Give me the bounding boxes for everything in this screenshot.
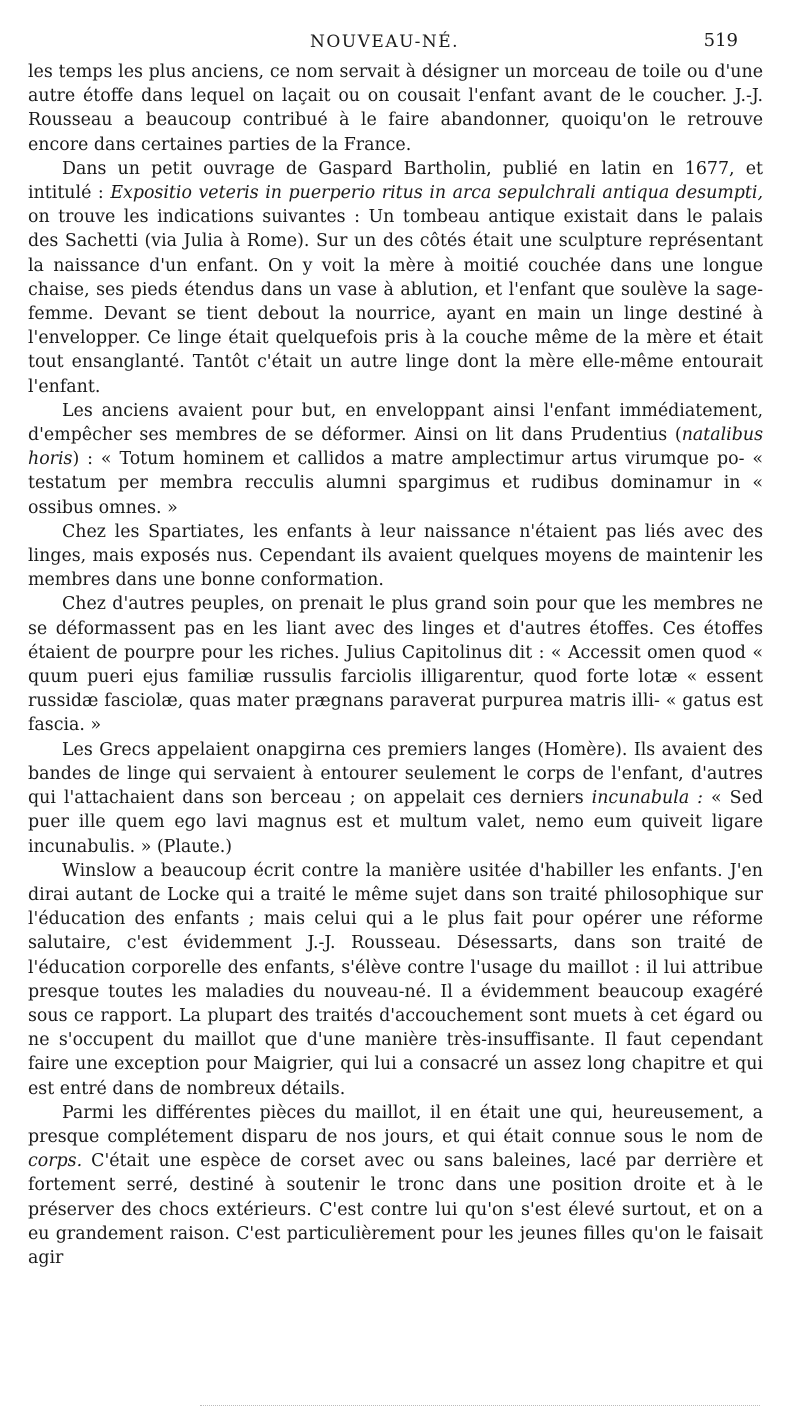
paragraph-text: Les Grecs appelaient onapgirna ces premiers langes (Homère). Ils avaient des bandes de linge qui servaient à entourer seulement le corps de l'enfant, d'autres qui l'attachaient dans son berceau ; on appelait ces derniers bbox=[28, 739, 763, 809]
running-head: NOUVEAU-NÉ. bbox=[310, 32, 460, 52]
paragraph-continuation: les temps les plus anciens, ce nom servait à désigner un morceau de toile ou d'une autre étoffe dans lequel on laçait ou on cousait l'enfant avant de le coucher. J.-J. Rousseau a beaucoup contribué à le faire abandonner, quoiqu'on le retrouve encore dans certaines parties de la France. bbox=[28, 62, 763, 155]
paragraph-bartholin bbox=[28, 157, 763, 399]
paragraph-text: « Sed puer ille quem ego lavi magnus est et multum valet, nemo eum quiveit ligare incunabulis. » (Plaute.) bbox=[28, 788, 763, 857]
page-number: 519 bbox=[703, 30, 738, 51]
paragraph-text: Les anciens avaient pour but, en enveloppant ainsi l'enfant immédiatement, d'empêcher ses membres de se déformer. Ainsi on lit dans Prudentius ( bbox=[28, 400, 763, 446]
paragraph-autres-peuples: Chez d'autres peuples, on prenait le plus grand soin pour que les membres ne se déformassent pas en les liant avec des linges et d'autres étoffes. Ces étoffes étaient de pourpre pour les riches. Julius Capitolinus dit : « Accessit omen quod « quum pueri ejus familiæ russulis farciolis illigarentur, quod forte lotæ « essent russidæ fasciolæ, quas mater prægnans paraverat purpurea matris illi- « gatus est fascia. » bbox=[28, 594, 763, 736]
page-header bbox=[0, 26, 800, 56]
paragraph-text: on trouve les indications suivantes : Un tombeau antique existait dans le palais des Sachetti (via Julia à Rome). Sur un des côtés était une sculpture représentant la naissance d'un enfant. On y voit la mère à moitié couchée dans une longue chaise, ses pieds étendus dans un vase à ablution, et l'enfant que soulève la sage-femme. Devant se tient debout la nourrice, ayant en main un linge destiné à l'envelopper. Ce linge était quelquefois pris à la couche même de la mère et était tout ensanglanté. Tantôt c'était un autre linge dont la mère elle-même entourait l'enfant. bbox=[28, 207, 763, 397]
paragraph-grecs bbox=[28, 738, 763, 859]
paragraph-text: C'était une espèce de corset avec ou sans baleines, lacé par derrière et fortement serré, destiné à soutenir le tronc dans une position droite et à le préserver des chocs extérieurs. C'est contre lui qu'on s'est élevé surtout, et on a eu grandement raison. C'est particulièrement pour les jeunes filles qu'on le faisait agir bbox=[28, 1151, 763, 1268]
latin-phrase: natalibus horis bbox=[28, 425, 763, 470]
paragraph-text: Parmi les différentes pièces du maillot, il en était une qui, heureusement, a presque complétement disparu de nos jours, et qui était connue sous le nom de bbox=[28, 1102, 763, 1147]
term-corps: corps. bbox=[28, 1151, 83, 1172]
body-text bbox=[28, 60, 763, 1270]
latin-term: incunabula : bbox=[591, 788, 704, 809]
latin-title: Expositio veteris in puerperio ritus in arca sepulchrali antiqua desumpti, bbox=[110, 183, 763, 204]
paragraph-corps bbox=[28, 1101, 763, 1270]
paragraph-winslow: Winslow a beaucoup écrit contre la manière usitée d'habiller les enfants. J'en dirai autant de Locke qui a traité le même sujet dans son traité philosophique sur l'éducation des enfants ; mais celui qui a le plus fait pour opérer une réforme salutaire, c'est évidemment J.-J. Rousseau. Désessarts, dans son traité de l'éducation corporelle des enfants, s'élève contre l'usage du maillot : il lui attribue presque toutes les maladies du nouveau-né. Il a évidemment beaucoup exagéré sous ce rapport. La plupart des traités d'accouchement sont muets à cet égard ou ne s'occupent du maillot que d'une manière très-insuffisante. Il faut cependant faire une exception pour Maigrier, qui lui a consacré un assez long chapitre et qui est entré dans de nombreux détails. bbox=[28, 860, 763, 1099]
scan-artifact-line bbox=[200, 1405, 760, 1408]
paragraph-anciens bbox=[28, 399, 763, 520]
paragraph-spartiates: Chez les Spartiates, les enfants à leur naissance n'étaient pas liés avec des linges, mais exposés nus. Cependant ils avaient quelques moyens de maintenir les membres dans une bonne conformation. bbox=[28, 521, 763, 591]
paragraph-text: ) : « Totum hominem et callidos a matre amplectimur artus virumque po- « testatum per membra recculis alumni spargimus et rudibus dominamur in « ossibus omnes. » bbox=[28, 449, 763, 518]
paragraph-text: Dans un petit ouvrage de Gaspard Bartholin, publié en latin en 1677, et intitulé : bbox=[28, 158, 763, 204]
